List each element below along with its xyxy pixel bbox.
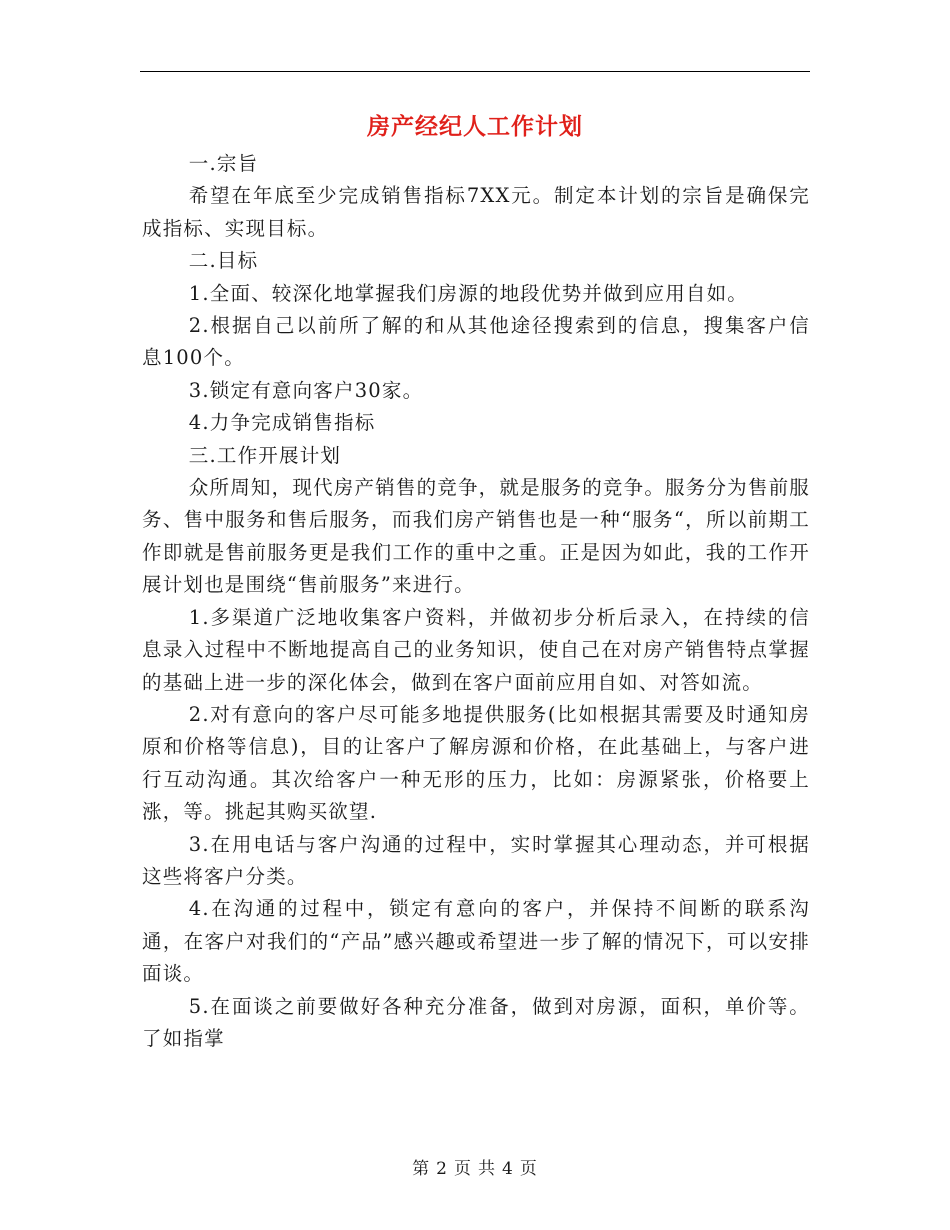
paragraph: 1.全面、较深化地掌握我们房源的地段优势并做到应用自如。	[188, 281, 749, 305]
paragraph: 一.宗旨	[188, 152, 259, 175]
footer-page-unit: 页	[454, 1159, 472, 1179]
paragraph: 5.在面谈之前要做好各种充分准备，做到对房源，面积，单价等。了如指掌	[142, 994, 810, 1050]
footer-current-page: 2	[436, 1159, 448, 1179]
page-footer	[0, 1154, 950, 1179]
paragraph: 三.工作开展计划	[188, 443, 342, 467]
paragraph: 3.在用电话与客户沟通的过程中，实时掌握其心理动态，并可根据这些将客户分类。	[142, 832, 810, 888]
footer-total-pages: 4	[502, 1159, 514, 1179]
footer-total-label: 共	[478, 1159, 496, 1179]
paragraph: 3.锁定有意向客户30家。	[188, 378, 424, 402]
paragraph: 2.根据自己以前所了解的和从其他途径搜索到的信息，搜集客户信息100个。	[142, 314, 810, 370]
paragraph: 4.力争完成销售指标	[188, 411, 376, 435]
document-body	[142, 148, 810, 1055]
paragraph: 二.目标	[188, 249, 259, 273]
footer-total-unit: 页	[519, 1159, 538, 1179]
footer-page-label: 第	[412, 1159, 431, 1179]
paragraph: 4.在沟通的过程中，锁定有意向的客户，并保持不间断的联系沟通，在客户对我们的“产品”感兴趣或希望进一步了解的情况下，可以安排面谈。	[142, 897, 810, 986]
paragraph: 众所周知，现代房产销售的竞争，就是服务的竞争。服务分为售前服务、售中服务和售后服务，而我们房产销售也是一种“服务“，所以前期工作即就是售前服务更是我们工作的重中之重。正是因为如此，我的工作开展计划也是围绕“售前服务”来进行。	[142, 476, 810, 597]
paragraph: 希望在年底至少完成销售指标7XX元。制定本计划的宗旨是确保完成指标、实现目标。	[142, 184, 810, 240]
document-title: 房产经纪人工作计划	[367, 113, 583, 140]
paragraph: 1.多渠道广泛地收集客户资料，并做初步分析后录入，在持续的信息录入过程中不断地提高自己的业务知识，使自己在对房产销售特点掌握的基础上进一步的深化体会，做到在客户面前应用自如、对答如流。	[142, 605, 810, 694]
paragraph: 2.对有意向的客户尽可能多地提供服务(比如根据其需要及时通知房原和价格等信息)，目的让客户了解房源和价格，在此基础上，与客户进行互动沟通。其次给客户一种无形的压力，比如：房源紧张，价格要上涨，等。挑起其购买欲望.	[142, 702, 810, 824]
header-rule	[140, 71, 810, 72]
